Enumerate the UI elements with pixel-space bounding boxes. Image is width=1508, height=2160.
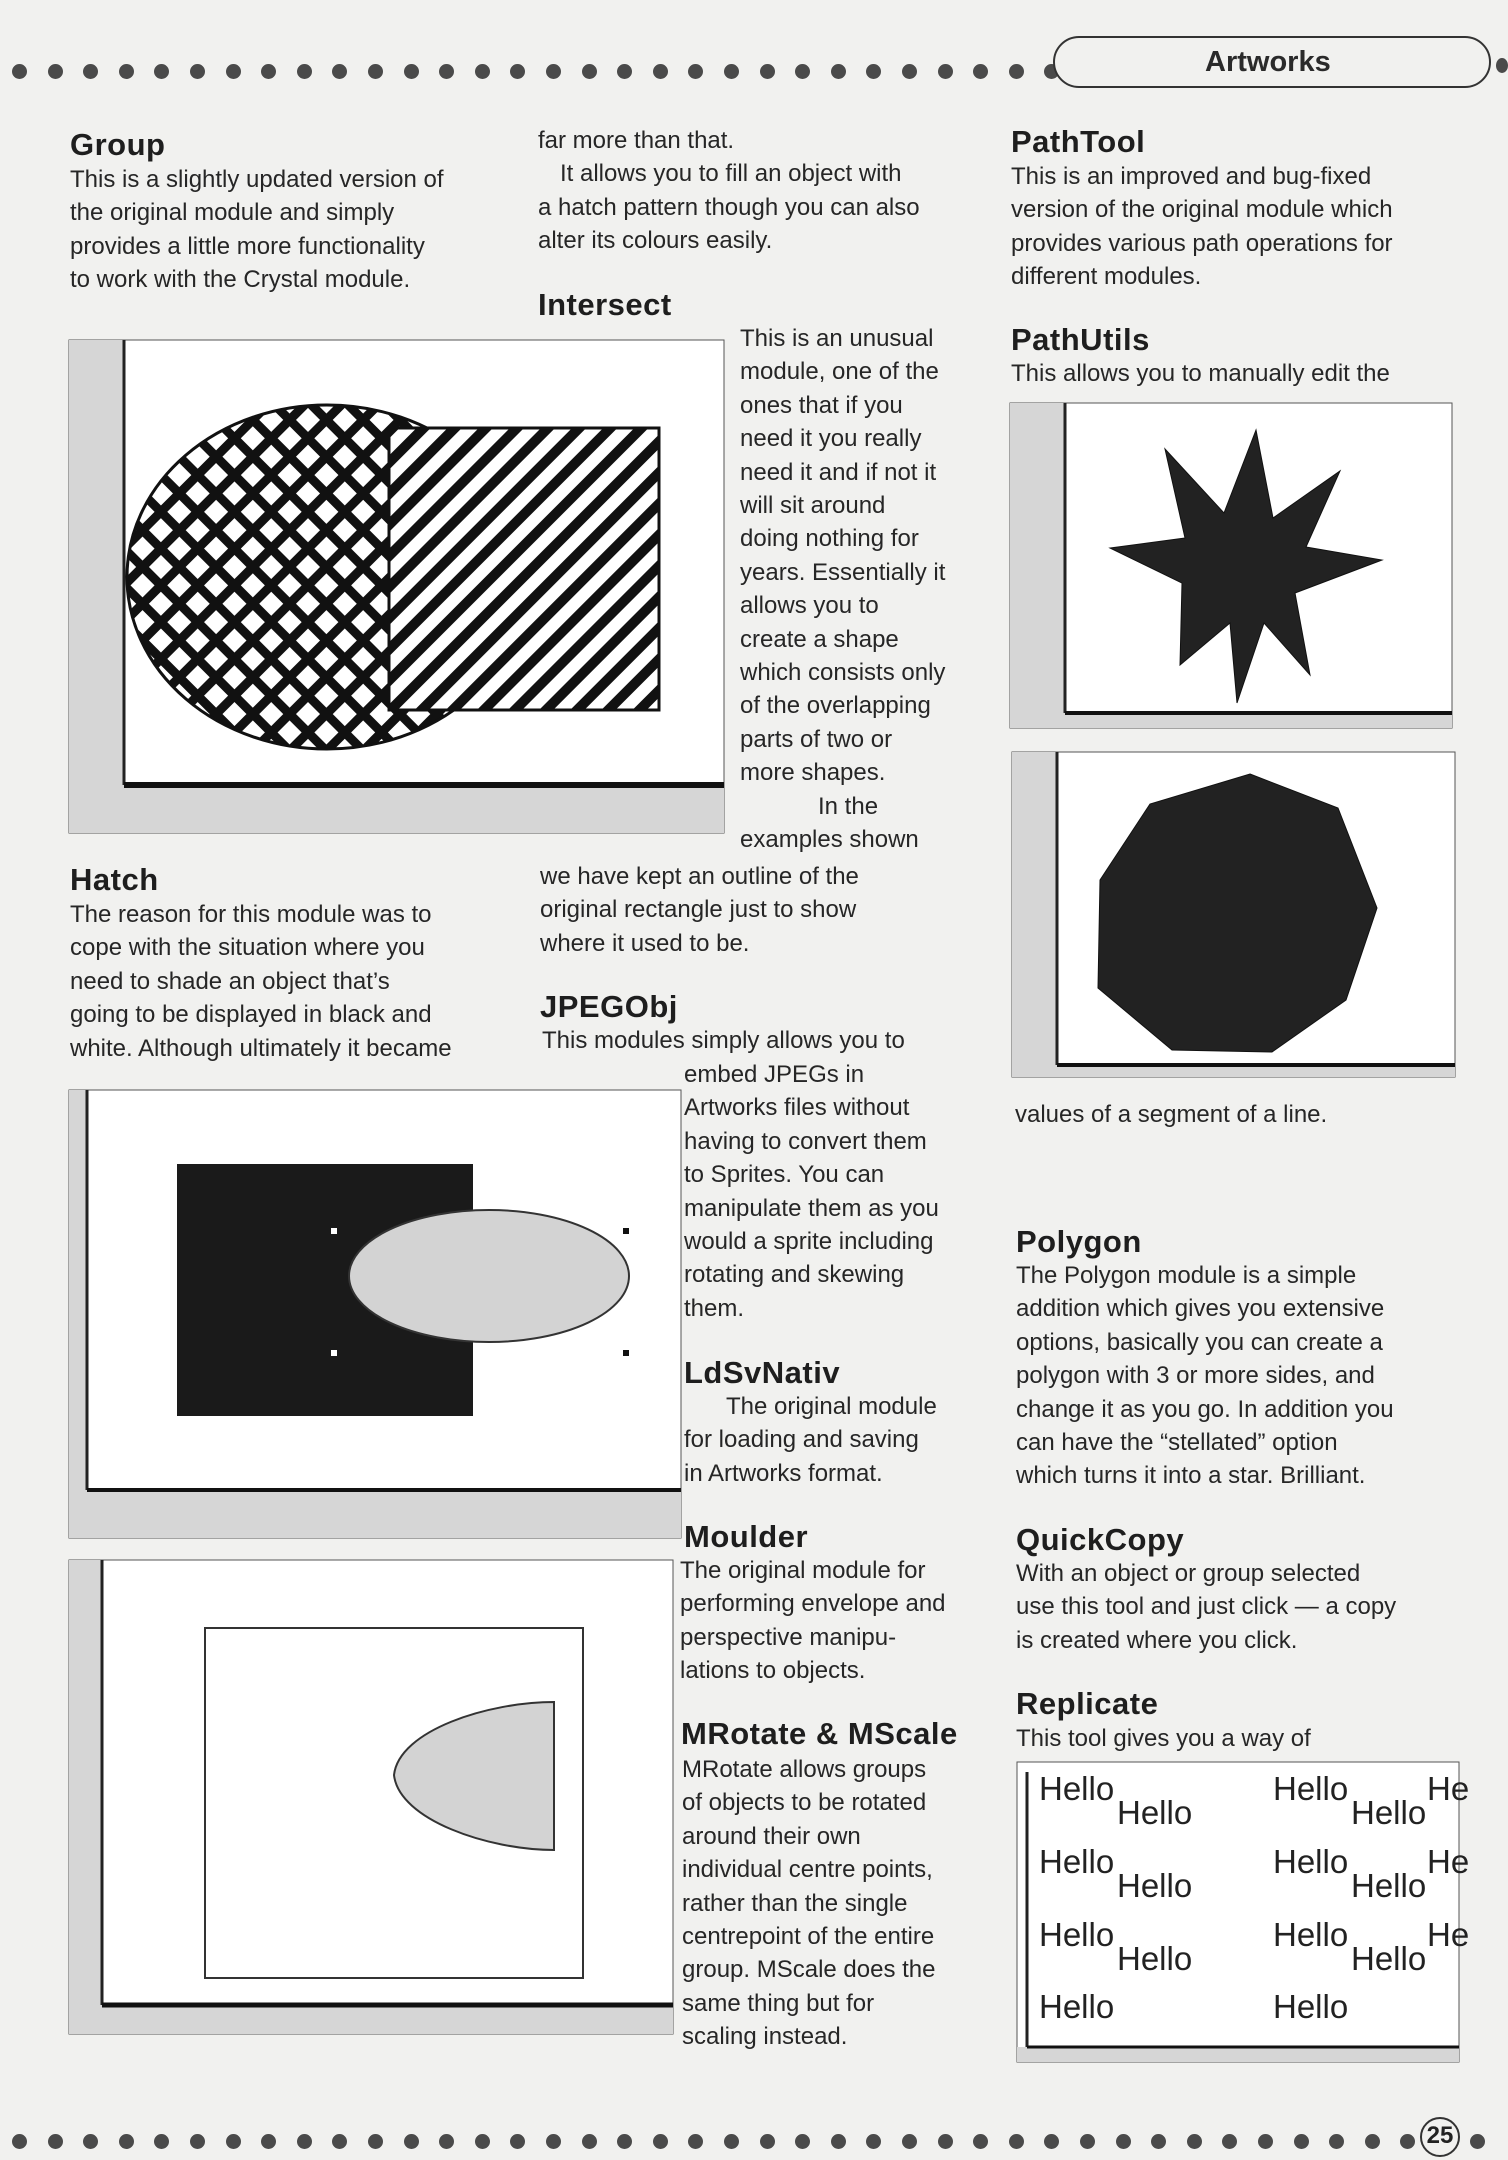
dot-ornament: [1365, 2134, 1380, 2149]
intersect-text: [740, 322, 990, 857]
dot-ornament: [938, 64, 953, 79]
hatch-continued-text: [538, 124, 998, 258]
text-line: to Sprites. You can: [684, 1161, 885, 1189]
text-line: MRotate allows groups: [682, 1756, 927, 1783]
text-line: version of the original module which: [1011, 196, 1393, 224]
text-line: would a sprite including: [684, 1228, 934, 1256]
text-line: values of a segment of a line.: [1015, 1101, 1328, 1128]
text-line: doing nothing for: [740, 525, 919, 553]
dot-ornament: [795, 2134, 810, 2149]
dot-ornament: [83, 2134, 98, 2149]
dot-ornament: [261, 2134, 276, 2149]
header-title: Artworks: [1205, 46, 1331, 78]
striped-rectangle: [389, 428, 659, 710]
replicated-hello: Hello: [1039, 1770, 1115, 1807]
dot-ornament: [297, 2134, 312, 2149]
text-line: This is an improved and bug-fixed: [1011, 163, 1372, 190]
polygon-text: [1016, 1259, 1486, 1493]
text-line: to work with the Crystal module.: [70, 266, 411, 294]
text-line: a hatch pattern though you can also: [538, 193, 920, 221]
text-line: examples shown: [740, 826, 919, 854]
text-line: performing envelope and: [680, 1590, 946, 1618]
text-line: embed JPEGs in: [684, 1061, 865, 1088]
text-line: of objects to be rotated: [682, 1789, 927, 1817]
text-line: centrepoint of the entire: [682, 1923, 935, 1951]
text-line: parts of two or: [740, 725, 893, 753]
text-line: which consists only: [740, 659, 946, 687]
text-line: create a shape: [740, 625, 899, 653]
group-text: [70, 163, 510, 297]
replicated-hello: Hello: [1351, 1940, 1427, 1977]
figure-intersect: [69, 340, 724, 833]
replicated-hello: Hello: [1273, 1916, 1349, 1953]
dot-ornament: [48, 64, 63, 79]
dot-ornament: [546, 64, 561, 79]
quickcopy-text: [1016, 1557, 1486, 1657]
jpegobj-first-line: This modules simply allows you to: [542, 1027, 905, 1054]
replicated-hello: Hello: [1117, 1940, 1193, 1977]
dot-ornament: [48, 2134, 63, 2149]
dot-ornament: [190, 2134, 205, 2149]
text-line: white. Although ultimately it became: [70, 1034, 452, 1062]
text-line: rotating and skewing: [684, 1261, 905, 1289]
dot-ornament: [332, 64, 347, 79]
heading-hatch: Hatch: [70, 862, 159, 897]
text-line: This tool gives you a way of: [1016, 1725, 1311, 1752]
dot-ornament: [866, 64, 881, 79]
replicated-hello: Hello: [1273, 1770, 1349, 1807]
text-line: In the: [818, 792, 879, 820]
moulder-text: [680, 1554, 1000, 1688]
text-line: the original module and simply: [70, 199, 395, 227]
text-line: The Polygon module is a simple: [1016, 1262, 1357, 1289]
text-line: use this tool and just click — a copy: [1016, 1593, 1397, 1621]
dot-ornament: [688, 64, 703, 79]
heading-replicate: Replicate: [1016, 1686, 1159, 1721]
dot-ornament: [1009, 64, 1024, 79]
heading-quickcopy: QuickCopy: [1016, 1522, 1185, 1557]
dot-ornament: [582, 2134, 597, 2149]
dot-ornament: [1187, 2134, 1202, 2149]
dot-ornament: [546, 2134, 561, 2149]
replicated-hello: Hello: [1117, 1794, 1193, 1831]
text-line: options, basically you can create a: [1016, 1328, 1383, 1356]
dot-ornament: [510, 2134, 525, 2149]
heading-ldsvnativ: LdSvNativ: [684, 1355, 841, 1390]
text-line: individual centre points,: [682, 1856, 933, 1884]
replicated-hello: Hello: [1273, 1988, 1349, 2025]
dot-ornament: [973, 64, 988, 79]
text-line: lations to objects.: [680, 1657, 866, 1685]
dot-ornament: [439, 2134, 454, 2149]
text-line: where it used to be.: [540, 929, 750, 957]
pathutils-after-text: [1015, 1098, 1485, 1131]
text-line: which turns it into a star. Brilliant.: [1016, 1462, 1366, 1490]
replicated-hello: He: [1427, 1770, 1470, 1807]
heading-jpegobj: JPEGObj: [540, 989, 678, 1024]
replicated-hello: Hello: [1273, 1843, 1349, 1880]
dot-ornament: [510, 64, 525, 79]
dot-ornament: [902, 2134, 917, 2149]
dot-ornament: [475, 64, 490, 79]
footer-end-dot: [1470, 2134, 1485, 2149]
text-line: having to convert them: [684, 1127, 927, 1155]
text-line: This allows you to manually edit the: [1011, 360, 1390, 387]
replicate-text: [1016, 1722, 1486, 1755]
text-line: allows you to: [740, 592, 879, 620]
dot-ornament: [1222, 2134, 1237, 2149]
replicated-hello: He: [1427, 1843, 1470, 1880]
replicated-hello: He: [1427, 1916, 1470, 1953]
text-line: Artworks files without: [684, 1094, 910, 1122]
text-line: This is an unusual: [740, 325, 934, 352]
dot-ornament: [760, 2134, 775, 2149]
text-line: provides various path operations for: [1011, 229, 1393, 257]
dot-ornament: [973, 2134, 988, 2149]
dot-ornament: [439, 64, 454, 79]
text-line: will sit around: [740, 492, 886, 520]
text-line: of the overlapping: [740, 692, 931, 720]
heading-group: Group: [70, 127, 166, 162]
text-line: manipulate them as you: [684, 1194, 939, 1222]
text-line: The reason for this module was to: [70, 901, 432, 928]
intersect-wide-text: [540, 860, 1000, 960]
text-line: module, one of the: [740, 358, 939, 386]
pathutils-text: [1011, 357, 1481, 390]
dot-ornament: [1258, 2134, 1273, 2149]
text-line: cope with the situation where you: [70, 934, 425, 962]
jpegobj-text: [684, 1058, 1004, 1325]
dot-ornament: [653, 2134, 668, 2149]
heading-pathutils: PathUtils: [1011, 322, 1150, 357]
text-line: group. MScale does the: [682, 1956, 936, 1984]
dot-ornament: [760, 64, 775, 79]
page-number: 25: [1426, 2122, 1454, 2149]
pathtool-text: [1011, 160, 1481, 294]
text-line: perspective manipu-: [680, 1623, 897, 1651]
heading-intersect: Intersect: [538, 287, 672, 322]
text-line: rather than the single: [682, 1889, 908, 1917]
text-line: different modules.: [1011, 263, 1202, 291]
hatch-text: [70, 898, 510, 1065]
dot-ornament: [332, 2134, 347, 2149]
dot-ornament: [866, 2134, 881, 2149]
heading-mrotate-mscale: MRotate & MScale: [681, 1716, 958, 1751]
replicated-hello: Hello: [1351, 1794, 1427, 1831]
text-line: need it you really: [740, 425, 922, 453]
dot-ornament: [226, 64, 241, 79]
text-line: The original module for: [680, 1557, 926, 1584]
heading-pathtool: PathTool: [1011, 124, 1146, 159]
figure-jpegobj: [69, 1090, 681, 1538]
text-line: With an object or group selected: [1016, 1560, 1361, 1587]
text-line: around their own: [682, 1822, 861, 1850]
dot-ornament: [1151, 2134, 1166, 2149]
ldsvnativ-text: [684, 1390, 1004, 1490]
text-line: need it and if not it: [740, 458, 937, 486]
dot-ornament: [1400, 2134, 1415, 2149]
dot-ornament: [653, 64, 668, 79]
text-line: them.: [684, 1294, 745, 1322]
dot-ornament: [368, 2134, 383, 2149]
replicated-hello: Hello: [1039, 1843, 1115, 1880]
dot-ornament: [119, 64, 134, 79]
dot-ornament: [119, 2134, 134, 2149]
header-dot-strip: [0, 58, 1060, 86]
dot-ornament: [154, 64, 169, 79]
dot-ornament: [404, 2134, 419, 2149]
text-line: years. Essentially it: [740, 558, 946, 586]
text-line: scaling instead.: [682, 2023, 848, 2051]
dot-ornament: [1044, 2134, 1059, 2149]
dot-ornament: [1294, 2134, 1309, 2149]
dot-ornament: [404, 64, 419, 79]
text-line: addition which gives you extensive: [1016, 1295, 1385, 1323]
dot-ornament: [297, 64, 312, 79]
text-line: can have the “stellated” option: [1016, 1429, 1338, 1457]
dot-ornament: [1080, 2134, 1095, 2149]
text-line: change it as you go. In addition you: [1016, 1395, 1394, 1423]
text-line: It allows you to fill an object with: [560, 160, 902, 188]
replicated-hello: Hello: [1117, 1867, 1193, 1904]
dot-ornament: [938, 2134, 953, 2149]
text-line: This is a slightly updated version of: [70, 166, 444, 193]
header-end-dot: [1496, 58, 1508, 73]
footer-dot-strip: [0, 2128, 1435, 2156]
dot-ornament: [1009, 2134, 1024, 2149]
dot-ornament: [190, 64, 205, 79]
figure-moulder: [69, 1560, 673, 2034]
dot-ornament: [1116, 2134, 1131, 2149]
text-line: we have kept an outline of the: [540, 863, 859, 890]
figure-pathutils-star: [1010, 403, 1452, 728]
dot-ornament: [12, 2134, 27, 2149]
dot-ornament: [12, 64, 27, 79]
dot-ornament: [617, 2134, 632, 2149]
text-line: polygon with 3 or more sides, and: [1016, 1362, 1375, 1390]
dot-ornament: [475, 2134, 490, 2149]
text-line: original rectangle just to show: [540, 896, 857, 924]
text-line: need to shade an object that’s: [70, 967, 390, 995]
dot-ornament: [724, 64, 739, 79]
text-line: ones that if you: [740, 391, 903, 419]
replicated-hello: Hello: [1039, 1916, 1115, 1953]
dot-ornament: [831, 64, 846, 79]
figure-replicate: [1017, 1762, 1470, 2062]
text-line: more shapes.: [740, 759, 886, 787]
dot-ornament: [83, 64, 98, 79]
text-line: far more than that.: [538, 127, 735, 154]
text-line: for loading and saving: [684, 1426, 919, 1454]
dot-ornament: [582, 64, 597, 79]
dot-ornament: [1329, 2134, 1344, 2149]
text-line: same thing but for: [682, 1989, 875, 2017]
text-line: provides a little more functionality: [70, 232, 425, 260]
heading-moulder: Moulder: [684, 1519, 809, 1554]
dot-ornament: [368, 64, 383, 79]
text-line: alter its colours easily.: [538, 227, 773, 255]
text-line: in Artworks format.: [684, 1459, 883, 1487]
dot-ornament: [724, 2134, 739, 2149]
dot-ornament: [617, 64, 632, 79]
dot-ornament: [154, 2134, 169, 2149]
dot-ornament: [261, 64, 276, 79]
mrotate-text: [682, 1753, 1002, 2054]
text-line: going to be displayed in black and: [70, 1001, 432, 1029]
replicated-hello: Hello: [1351, 1867, 1427, 1904]
dot-ornament: [831, 2134, 846, 2149]
dot-ornament: [902, 64, 917, 79]
heading-polygon: Polygon: [1016, 1224, 1142, 1259]
grey-ellipse: [349, 1210, 629, 1342]
dot-ornament: [688, 2134, 703, 2149]
dot-ornament: [226, 2134, 241, 2149]
dot-ornament: [795, 64, 810, 79]
text-line: The original module: [726, 1393, 937, 1420]
figure-pathutils-polygon: [1012, 752, 1455, 1077]
text-line: is created where you click.: [1016, 1626, 1298, 1654]
replicated-hello: Hello: [1039, 1988, 1115, 2025]
